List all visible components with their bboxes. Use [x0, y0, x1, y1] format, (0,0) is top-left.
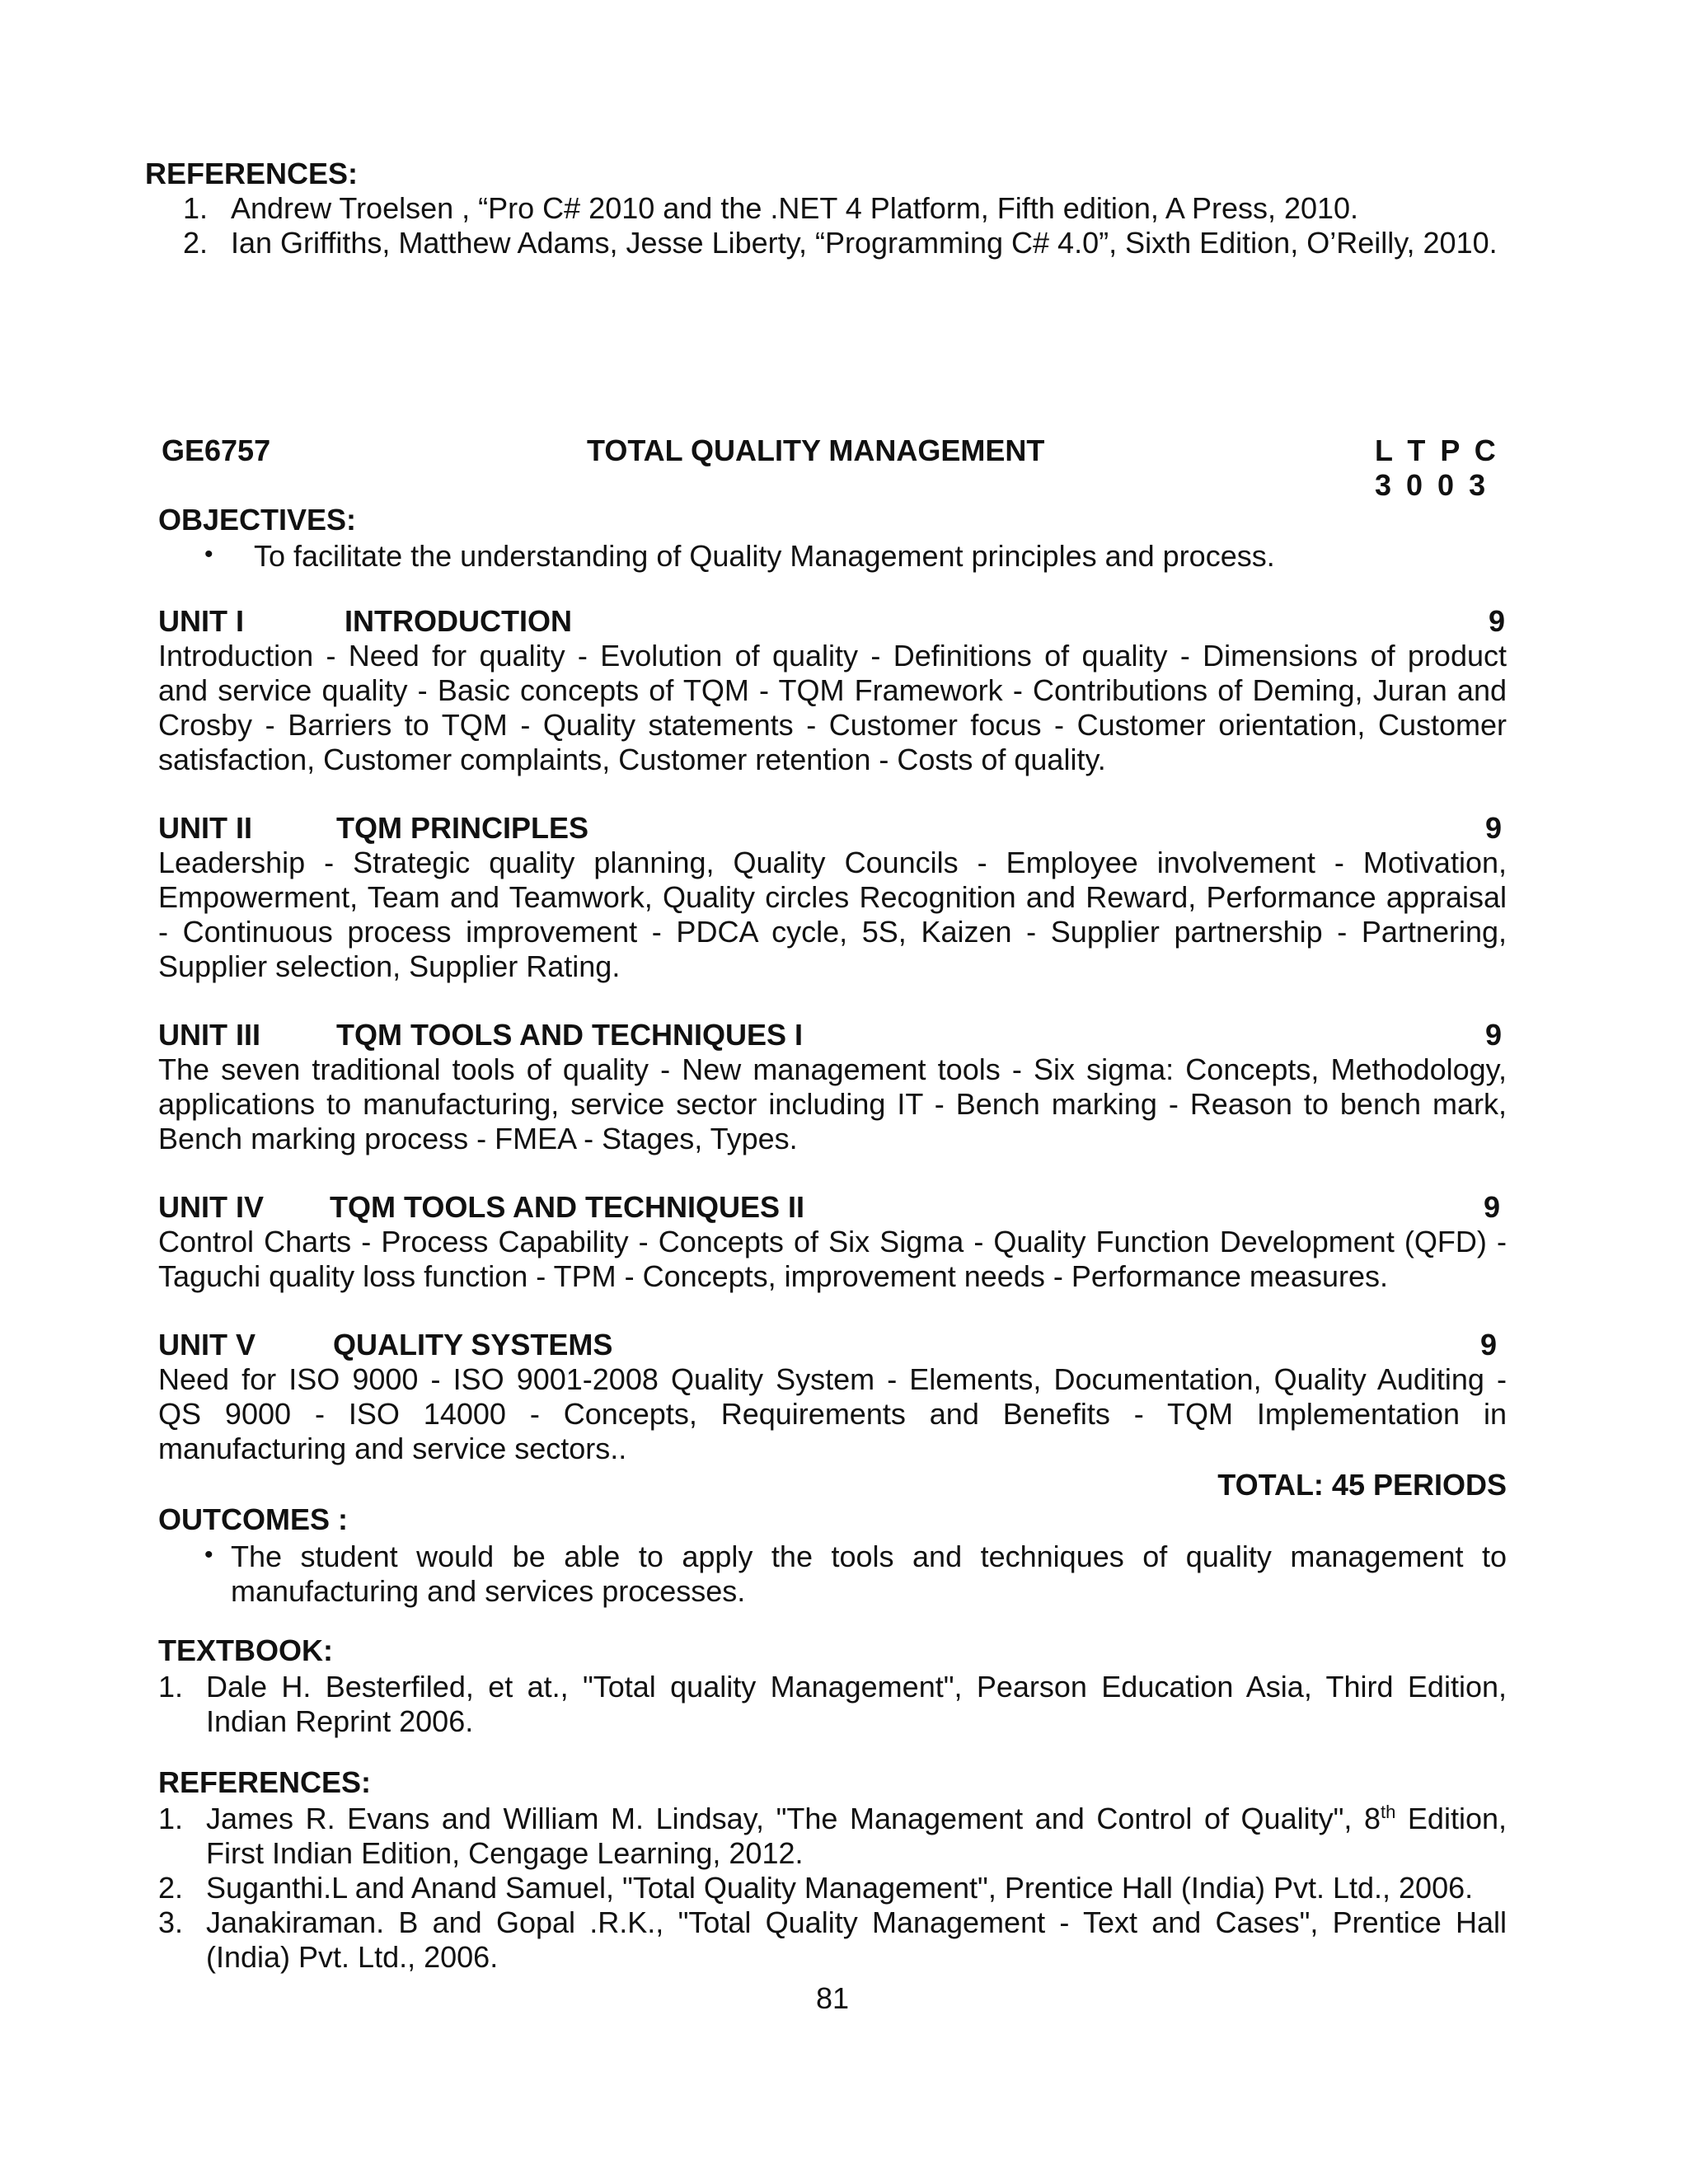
objectives-heading: OBJECTIVES: — [158, 503, 357, 537]
unit-3-title: TQM TOOLS AND TECHNIQUES I — [336, 1018, 804, 1052]
unit-2-label: UNIT II — [158, 811, 252, 845]
unit-2-line-2: Empowerment, Team and Teamwork, Quality circles Recognition and Reward, Performance appraisal — [158, 880, 1507, 914]
ltpc-values: 3 0 0 3 — [1375, 468, 1486, 502]
total-periods: TOTAL: 45 PERIODS — [1217, 1468, 1507, 1502]
unit-2-line-3: - Continuous process improvement - PDCA cycle, 5S, Kaizen - Supplier partnership - Partnering, — [158, 915, 1507, 949]
unit-1-line-3: Crosby - Barriers to TQM - Quality statements - Customer focus - Customer orientation, Customer — [158, 708, 1507, 742]
textbook-line-1: Dale H. Besterfiled, et at., "Total quality Management", Pearson Education Asia, Third Edition, — [206, 1670, 1507, 1704]
unit-1-line-2: and service quality - Basic concepts of TQM - TQM Framework - Contributions of Deming, Juran and — [158, 673, 1507, 707]
unit-4-line-1: Control Charts - Process Capability - Concepts of Six Sigma - Quality Function Development (QFD) - — [158, 1225, 1507, 1258]
unit-1-title: INTRODUCTION — [345, 604, 572, 638]
unit-5-title: QUALITY SYSTEMS — [333, 1328, 613, 1361]
ltpc-labels: L T P C — [1375, 434, 1496, 467]
unit-4-hours: 9 — [1484, 1190, 1501, 1224]
unit-5-line-3: manufacturing and service sectors.. — [158, 1432, 627, 1465]
course-title: TOTAL QUALITY MANAGEMENT — [587, 434, 1045, 467]
unit-1-label: UNIT I — [158, 604, 244, 638]
reference-1-line-1 — [206, 1802, 1507, 1836]
textbook-heading: TEXTBOOK: — [158, 1633, 333, 1667]
reference-num-2: 2. — [158, 1871, 184, 1905]
unit-5-label: UNIT V — [158, 1328, 256, 1361]
unit-3-hours: 9 — [1485, 1018, 1503, 1052]
unit-1-hours: 9 — [1489, 604, 1506, 638]
reference-3-line-1: Janakiraman. B and Gopal .R.K., "Total Quality Management - Text and Cases", Prentice Hall — [206, 1905, 1507, 1939]
reference-num-1: 1. — [158, 1802, 184, 1835]
reference-num-3: 3. — [158, 1905, 184, 1939]
outcomes-heading: OUTCOMES : — [158, 1502, 348, 1536]
top-references-heading: REFERENCES: — [145, 157, 359, 190]
reference-1-line-1-text: James R. Evans and William M. Lindsay, "The Management and Control of Quality", 8 — [206, 1802, 1381, 1835]
unit-2-hours: 9 — [1485, 811, 1503, 845]
reference-2-line-1: Suganthi.L and Anand Samuel, "Total Quality Management", Prentice Hall (India) Pvt. Ltd., 2006. — [206, 1871, 1474, 1905]
unit-3-line-3: Bench marking process - FMEA - Stages, Types. — [158, 1122, 798, 1155]
course-code: GE6757 — [162, 434, 271, 467]
outcomes-bullet: • — [204, 1541, 213, 1568]
outcome-line-2: manufacturing and services processes. — [231, 1574, 746, 1608]
unit-5-line-2: QS 9000 - ISO 14000 - Concepts, Requirements and Benefits - TQM Implementation in — [158, 1397, 1507, 1431]
unit-2-line-1: Leadership - Strategic quality planning, Quality Councils - Employee involvement - Motivation, — [158, 846, 1507, 879]
top-ref-num-2: 2. — [183, 226, 209, 260]
top-ref-text-2: Ian Griffiths, Matthew Adams, Jesse Liberty, “Programming C# 4.0”, Sixth Edition, O’Reilly, 2010. — [231, 226, 1498, 260]
unit-1-line-1: Introduction - Need for quality - Evolution of quality - Definitions of quality - Dimensions of product — [158, 639, 1507, 673]
unit-2-line-4: Supplier selection, Supplier Rating. — [158, 949, 621, 983]
reference-3-line-2: (India) Pvt. Ltd., 2006. — [206, 1940, 499, 1974]
reference-1-superscript: th — [1380, 1802, 1396, 1822]
unit-4-label: UNIT IV — [158, 1190, 265, 1224]
top-ref-text-1: Andrew Troelsen , “Pro C# 2010 and the .NET 4 Platform, Fifth edition, A Press, 2010. — [231, 191, 1359, 225]
objectives-bullet: • — [204, 541, 213, 568]
references-heading: REFERENCES: — [158, 1765, 372, 1799]
unit-3-label: UNIT III — [158, 1018, 260, 1052]
unit-5-line-1: Need for ISO 9000 - ISO 9001-2008 Quality System - Elements, Documentation, Quality Auditing - — [158, 1362, 1507, 1396]
textbook-num-1: 1. — [158, 1670, 184, 1704]
unit-3-line-1: The seven traditional tools of quality - New management tools - Six sigma: Concepts, Methodology, — [158, 1052, 1507, 1086]
reference-1-line-1-tail: Edition, — [1395, 1802, 1507, 1835]
unit-4-title: TQM TOOLS AND TECHNIQUES II — [330, 1190, 805, 1224]
unit-3-line-2: applications to manufacturing, service sector including IT - Bench marking - Reason to bench mark, — [158, 1087, 1507, 1121]
reference-1-line-2: First Indian Edition, Cengage Learning, 2012. — [206, 1836, 804, 1870]
objective-item-1: To facilitate the understanding of Quality Management principles and process. — [254, 539, 1275, 573]
unit-2-title: TQM PRINCIPLES — [336, 811, 589, 845]
page-number: 81 — [816, 1981, 850, 2015]
unit-5-hours: 9 — [1480, 1328, 1498, 1361]
top-ref-num-1: 1. — [183, 191, 209, 225]
outcome-line-1: The student would be able to apply the tools and techniques of quality management to — [231, 1540, 1507, 1573]
unit-4-line-2: Taguchi quality loss function - TPM - Concepts, improvement needs - Performance measures. — [158, 1259, 1388, 1293]
unit-1-line-4: satisfaction, Customer complaints, Customer retention - Costs of quality. — [158, 743, 1106, 776]
textbook-line-2: Indian Reprint 2006. — [206, 1704, 474, 1738]
